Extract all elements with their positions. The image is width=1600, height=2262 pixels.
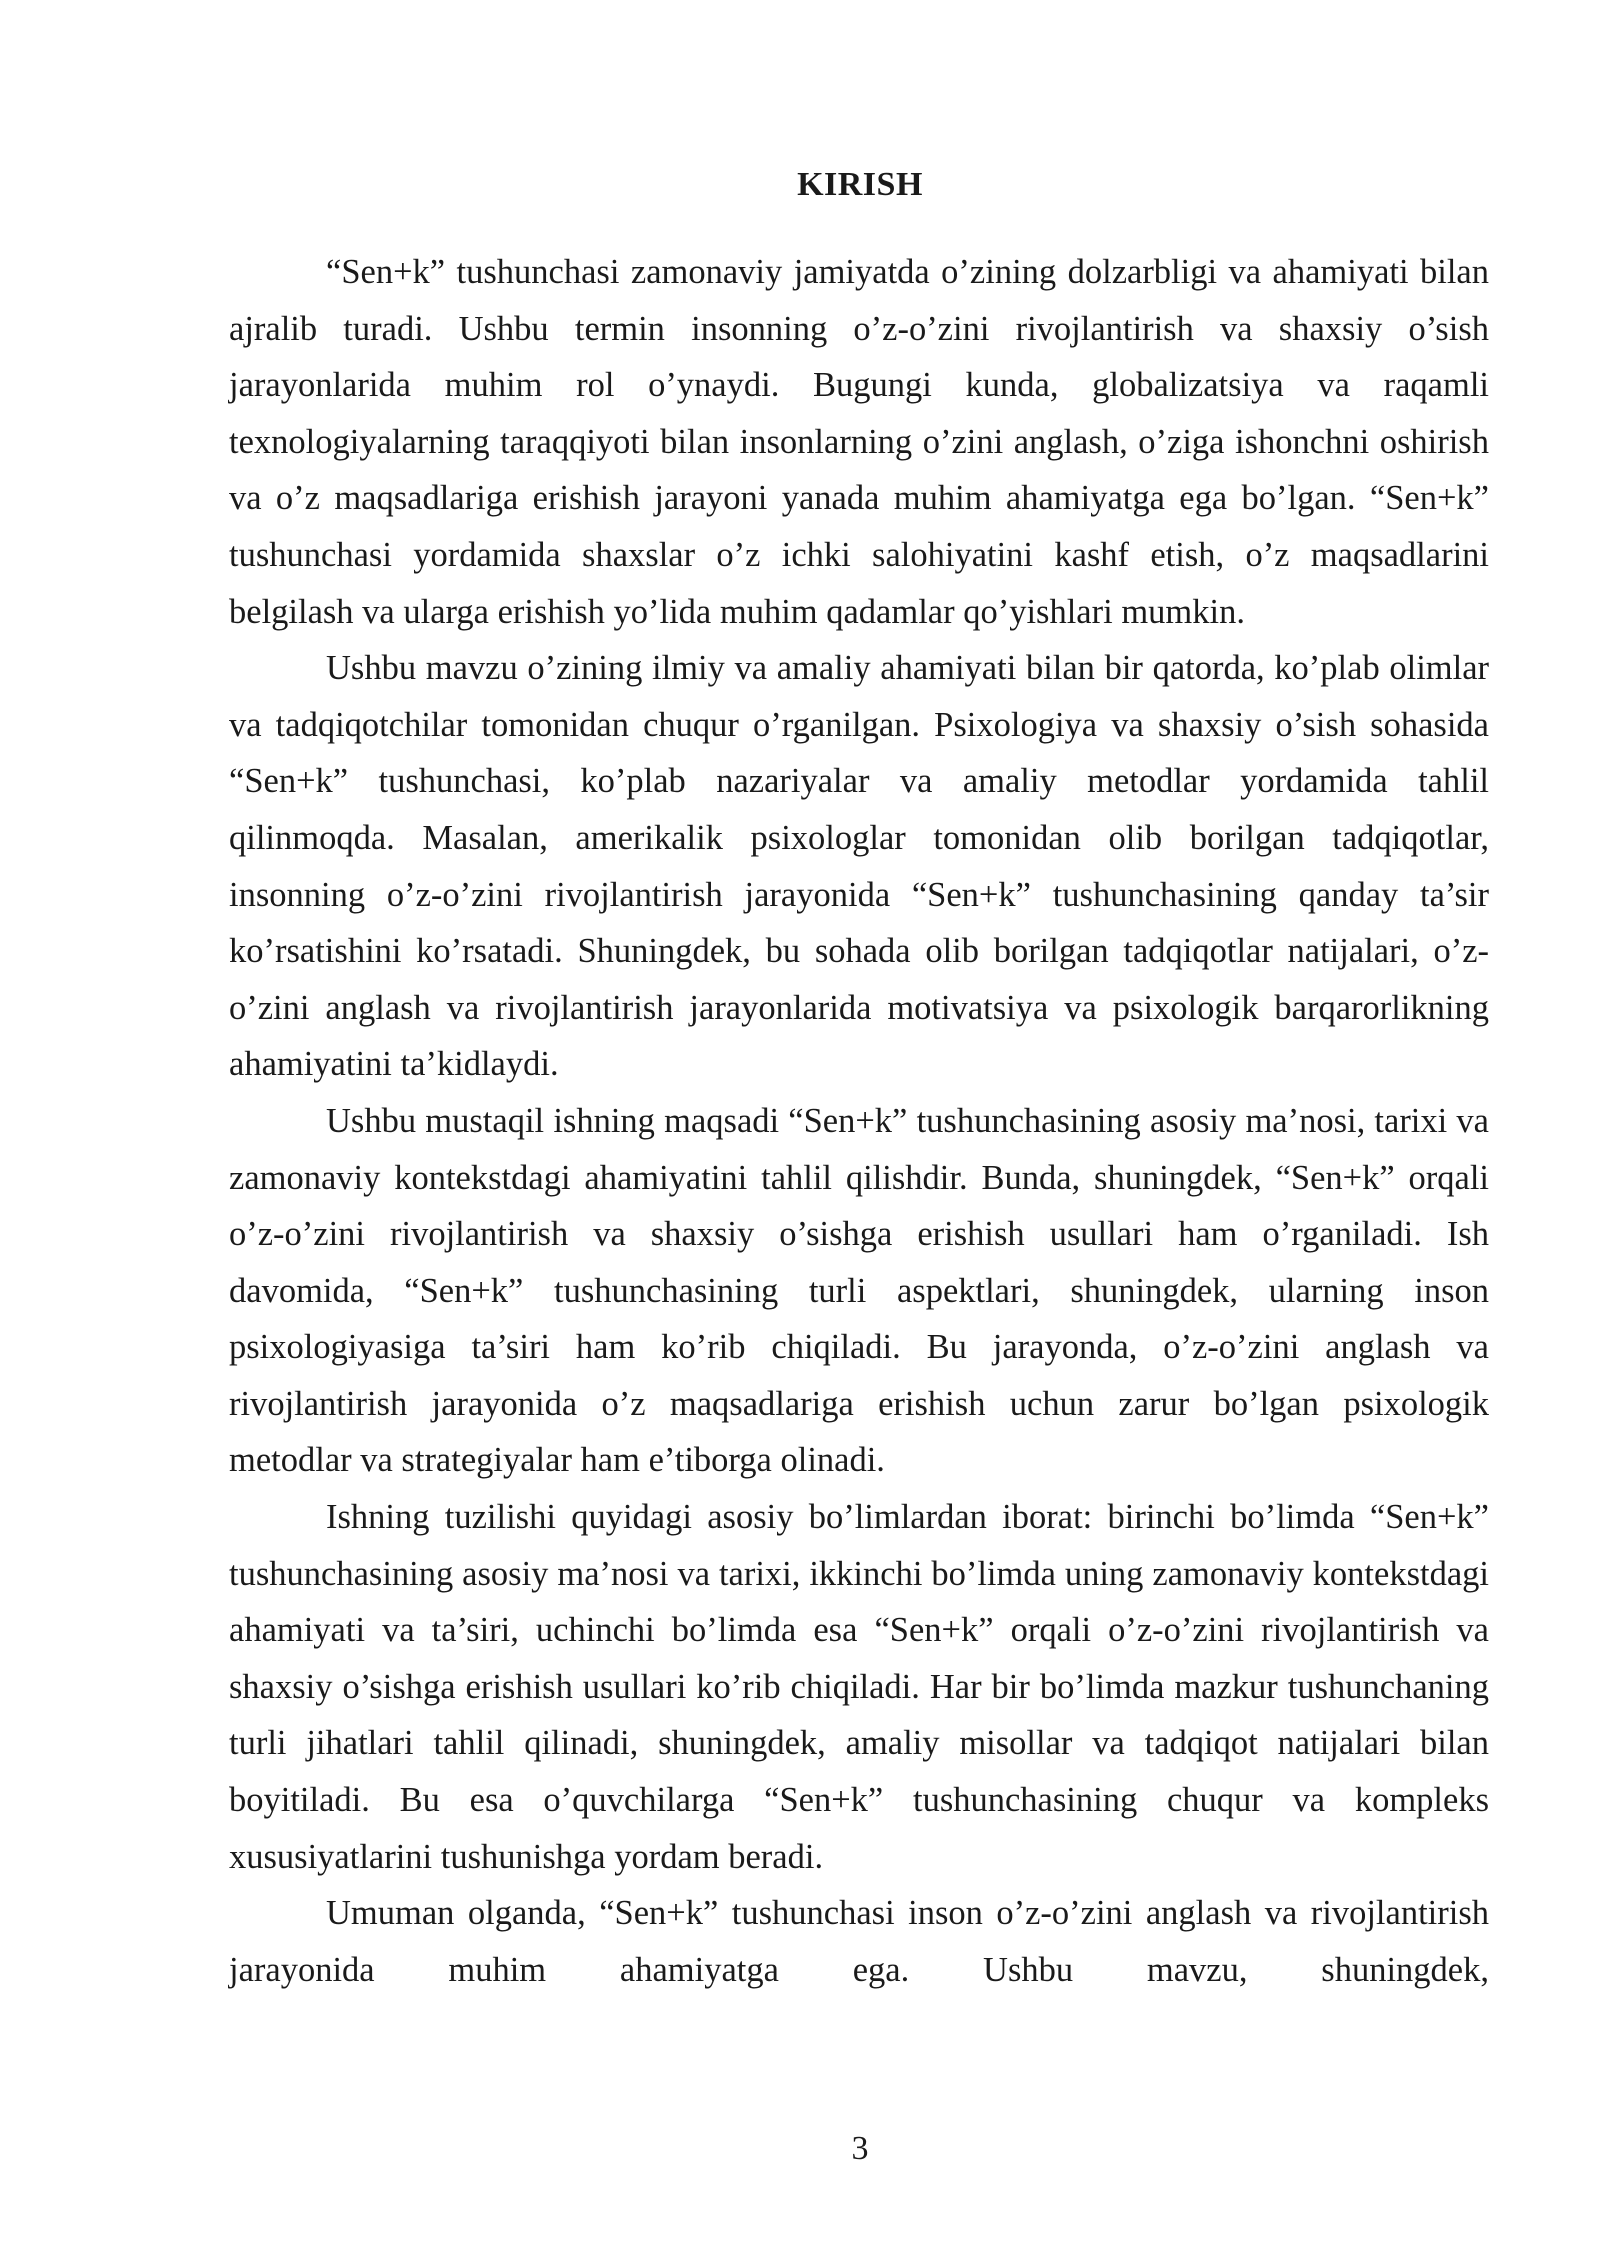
page-number: 3 bbox=[851, 2130, 869, 2167]
paragraph-3: Ushbu mustaqil ishning maqsadi “Sen+k” tushunchasining asosiy ma’nosi, tarixi va zamonaviy kontekstdagi ahamiyatini tahlil qilishdir. Bunda, shuningdek, “Sen+k” orqali o’z-o’zini rivojlantirish va shaxsiy o’sishga erishish usullari ham o’rganiladi. Ish davomida, “Sen+k” tushunchasining turli aspektlari, shuningdek, ularning inson psixologiyasiga ta’siri ham ko’rib chiqiladi. Bu jarayonda, o’z-o’zini anglash va rivojlantirish jarayonida o’z maqsadlariga erishish uchun zarur bo’lgan psixologik metodlar va strategiyalar ham e’tiborga olinadi. bbox=[229, 1101, 1489, 1480]
body-text bbox=[229, 244, 1489, 1998]
paragraph-4: Ishning tuzilishi quyidagi asosiy bo’limlardan iborat: birinchi bo’limda “Sen+k” tushunchasining asosiy ma’nosi va tarixi, ikkinchi bo’limda uning zamonaviy kontekstdagi ahamiyati va ta’siri, uchinchi bo’limda esa “Sen+k” orqali o’z-o’zini rivojlantirish va shaxsiy o’sishga erishish usullari ko’rib chiqiladi. Har bir bo’limda mazkur tushunchaning turli jihatlari tahlil qilinadi, shuningdek, amaliy misollar va tadqiqot natijalari bilan boyitiladi. Bu esa o’quvchilarga “Sen+k” tushunchasining chuqur va kompleks xususiyatlarini tushunishga yordam beradi. bbox=[229, 1498, 1489, 1876]
paragraph-1: “Sen+k” tushunchasi zamonaviy jamiyatda o’zining dolzarbligi va ahamiyati bilan ajralib turadi. Ushbu termin insonning o’z-o’zini rivojlantirish va shaxsiy o’sish jarayonlarida muhim rol o’ynaydi. Bugungi kunda, globalizatsiya va raqamli texnologiyalarning taraqqiyoti bilan insonlarning o’zini anglash, o’ziga ishonchni oshirish va o’z maqsadlariga erishish jarayoni yanada muhim ahamiyatga ega bo’lgan. “Sen+k” tushunchasi yordamida shaxslar o’z ichki salohiyatini kashf etish, o’z maqsadlarini belgilash va ularga erishish yo’lida muhim qadamlar qo’yishlari mumkin. bbox=[229, 253, 1489, 631]
section-heading: KIRISH bbox=[797, 166, 923, 203]
paragraph-2: Ushbu mavzu o’zining ilmiy va amaliy ahamiyati bilan bir qatorda, ko’plab olimlar va tadqiqotchilar tomonidan chuqur o’rganilgan. Psixologiya va shaxsiy o’sish sohasida “Sen+k” tushunchasi, ko’plab nazariyalar va amaliy metodlar yordamida tahlil qilinmoqda. Masalan, amerikalik psixologlar tomonidan olib borilgan tadqiqotlar, insonning o’z-o’zini rivojlantirish jarayonida “Sen+k” tushunchasining qanday ta’sir ko’rsatishini ko’rsatadi. Shuningdek, bu sohada olib borilgan tadqiqotlar natijalari, o’z-o’zini anglash va rivojlantirish jarayonlarida motivatsiya va psixologik barqarorlikning ahamiyatini ta’kidlaydi. bbox=[229, 649, 1489, 1084]
paragraph-5: Umuman olganda, “Sen+k” tushunchasi inson o’z-o’zini anglash va rivojlantirish jarayonida muhim ahamiyatga ega. Ushbu mavzu, shuningdek, bbox=[229, 1894, 1489, 1989]
